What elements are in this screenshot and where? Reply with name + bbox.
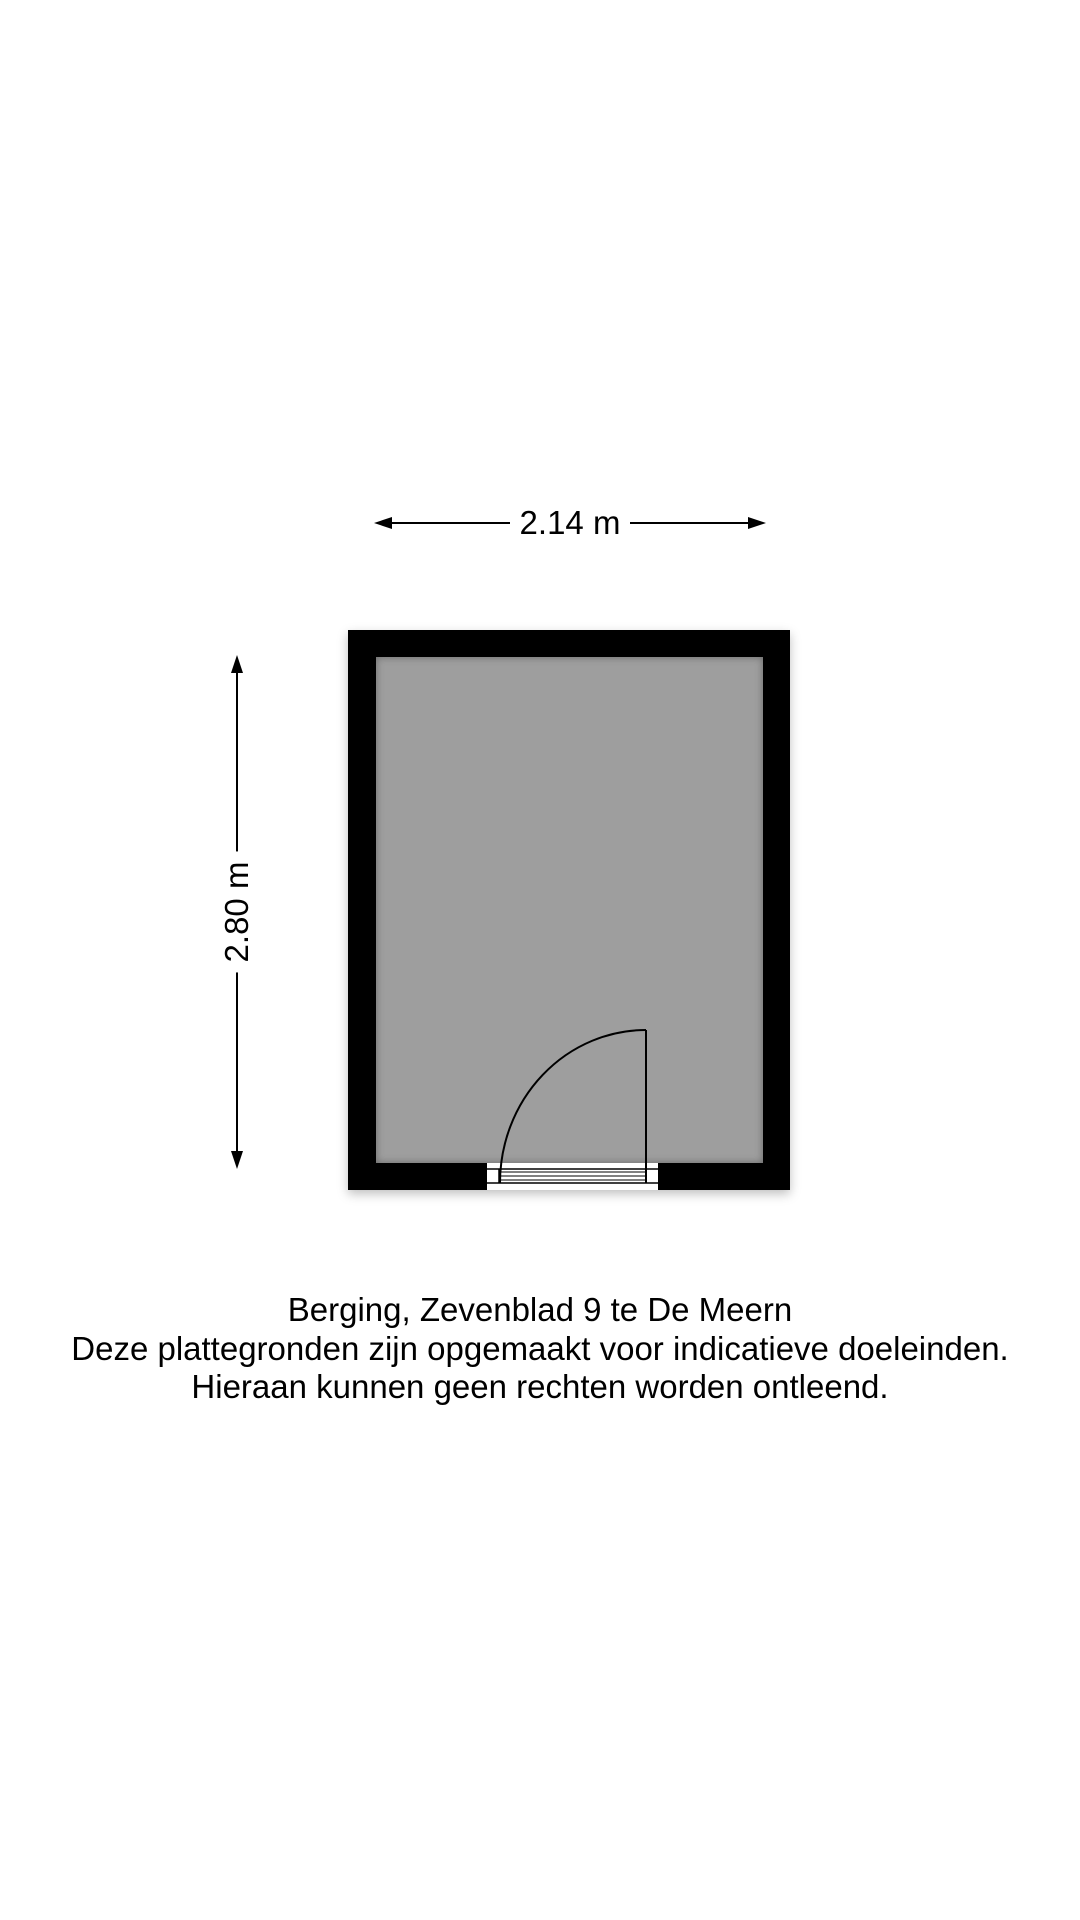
- door-icon: [348, 630, 790, 1190]
- caption-disclaimer-1: Deze plattegronden zijn opgemaakt voor indicatieve doeleinden.: [71, 1329, 1009, 1367]
- width-dimension: [374, 505, 766, 541]
- height-label: 2.80 m: [219, 852, 255, 973]
- width-label: 2.14 m: [510, 504, 631, 541]
- caption-title: Berging, Zevenblad 9 te De Meern: [287, 1291, 793, 1328]
- caption: [0, 1291, 1080, 1407]
- room-walls: [348, 630, 790, 1190]
- caption-disclaimer-2: Hieraan kunnen geen rechten worden ontleend.: [191, 1368, 889, 1405]
